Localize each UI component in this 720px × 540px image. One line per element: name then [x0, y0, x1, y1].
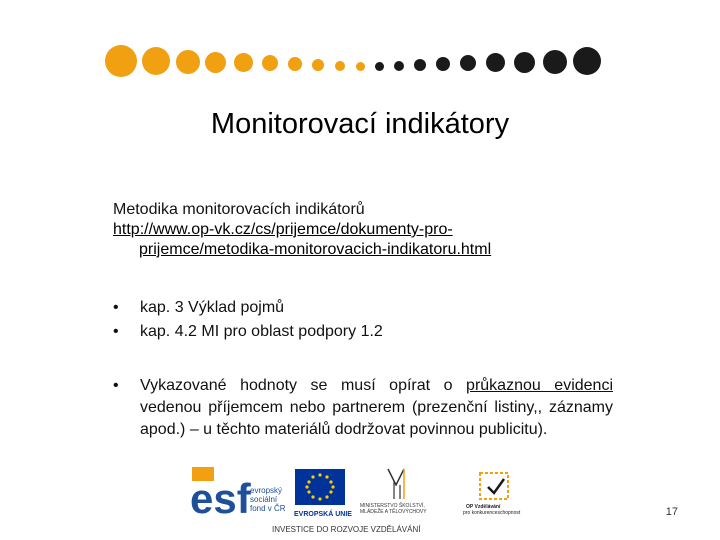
- op-text: pro konkurenceschopnost: [463, 510, 521, 516]
- list-item-text: vedenou příjemcem nebo partnerem (prezenční listiny,, záznamy apod.) – u těchto materiálů dodržovat povinnou publicitu).: [140, 399, 613, 438]
- dot: [460, 55, 476, 71]
- list-item: [113, 296, 613, 320]
- dot: [335, 61, 345, 71]
- eu-flag-logo: [294, 469, 352, 518]
- dot: [105, 45, 137, 77]
- dot: [375, 62, 384, 71]
- underlined-text: průkaznou evidenci: [466, 377, 613, 394]
- dot: [262, 55, 278, 71]
- evidence-list: [113, 375, 613, 441]
- bullet: •: [113, 323, 119, 340]
- op-text: OP Vzdělávání: [466, 504, 501, 510]
- msmt-text: MLÁDEŽE A TĚLOVÝCHOVY: [360, 509, 427, 515]
- esf-text: sociální: [250, 495, 278, 504]
- dot: [142, 47, 170, 75]
- bullet: •: [113, 377, 119, 394]
- list-item-text: kap. 3 Výklad pojmů: [140, 299, 285, 316]
- investment-slogan: INVESTICE DO ROZVOJE VZDĚLÁVÁNÍ: [272, 525, 421, 534]
- dot: [514, 52, 535, 73]
- slide-title: Monitorovací indikátory: [210, 108, 510, 140]
- esf-logo-mark: esf: [190, 475, 251, 522]
- list-item: [113, 375, 613, 441]
- dot: [356, 62, 365, 71]
- dot: [205, 52, 226, 73]
- bullet: •: [113, 299, 119, 316]
- page-number: 17: [665, 506, 678, 518]
- intro-heading: Metodika monitorovacích indikátorů: [113, 201, 365, 218]
- dot: [436, 57, 450, 71]
- list-item-text: Vykazované hodnoty se musí opírat o: [140, 377, 467, 394]
- dot: [486, 53, 505, 72]
- esf-text: evropský: [250, 486, 283, 495]
- logo-strip: [190, 465, 540, 540]
- methodology-link-line2[interactable]: prijemce/metodika-monitorovacich-indikatoru.html: [139, 241, 492, 258]
- dot: [394, 61, 404, 71]
- dot: [414, 59, 426, 71]
- chapter-list: [113, 296, 613, 344]
- list-item-text: kap. 4.2 MI pro oblast podpory 1.2: [140, 323, 383, 340]
- intro-block: [113, 200, 613, 260]
- list-item: [113, 320, 613, 344]
- msmt-text: MINISTERSTVO ŠKOLSTVÍ,: [360, 503, 425, 509]
- methodology-link-line1[interactable]: http://www.op-vk.cz/cs/prijemce/dokumenty-pro-: [113, 221, 453, 238]
- decorative-dots: [0, 0, 720, 110]
- dot: [312, 59, 324, 71]
- dot: [234, 53, 253, 72]
- op-vk-logo: [463, 473, 521, 516]
- esf-text: fond v ČR: [250, 504, 286, 513]
- esf-logo: [190, 467, 286, 522]
- eu-label: EVROPSKÁ UNIE: [294, 511, 352, 518]
- dot: [543, 50, 567, 74]
- dot: [573, 47, 601, 75]
- msmt-logo: [360, 469, 427, 515]
- dot: [288, 57, 302, 71]
- dot: [176, 50, 200, 74]
